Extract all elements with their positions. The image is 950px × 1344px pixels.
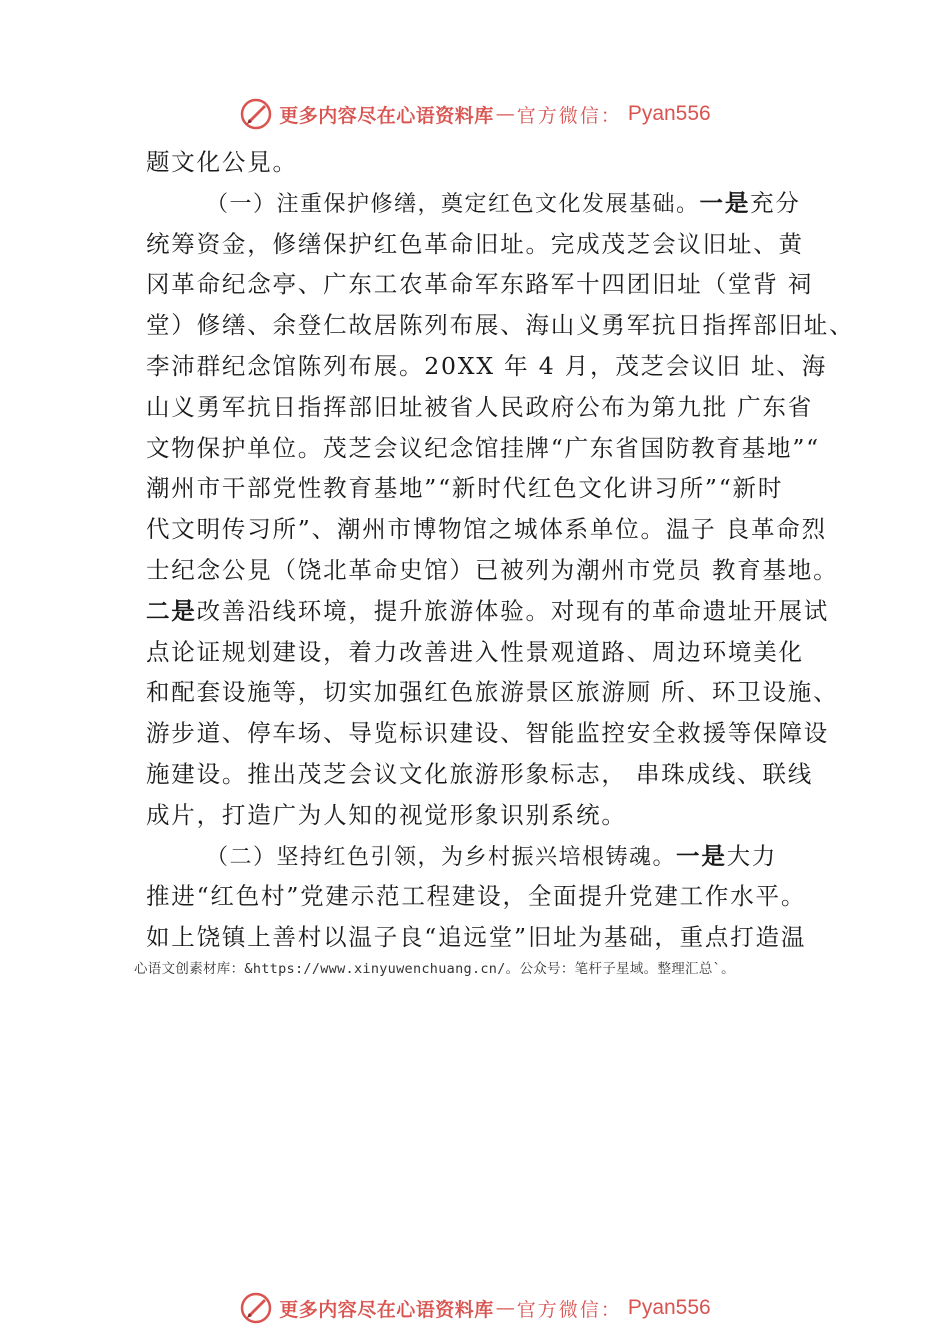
text-line: 推进“红色村”党建示范工程建设，全面提升党建工作水平。 xyxy=(146,882,807,911)
banner-separator: — xyxy=(495,103,515,125)
text-line: 冈革命纪念亭、广东工农革命军东路军十四团旧址（堂背 祠 xyxy=(146,270,814,299)
banner-wechat-id: Pyan556 xyxy=(627,102,711,125)
text-line: 山义勇军抗日指挥部旧址被省人民政府公布为第九批 广东省 xyxy=(146,392,814,421)
banner-wechat-id: Pyan556 xyxy=(627,1296,711,1319)
banner-wechat-label: 官方微信： xyxy=(516,1298,622,1321)
text-line: 施建设。推出茂芝会议文化旅游形象标志， 串珠成线、联线 xyxy=(146,759,814,788)
text-line: 成片，打造广为人知的视觉形象识别系统。 xyxy=(146,800,627,829)
text-line: 和配套设施等，切实加强红色旅游景区旅游厕 所、环卫设施、 xyxy=(146,678,839,707)
section-heading-2: （二）坚持红色引领，为乡村振兴培根铸魂。一是大力 xyxy=(206,841,778,870)
text-line: 李沛群纪念馆陈列布展。20XX 年 4 月，茂芝会议旧 址、海 xyxy=(146,351,827,380)
text-line: 点论证规划建设，着力改善进入性景观道路、周边环境美化 xyxy=(146,637,804,666)
brand-logo-icon xyxy=(239,97,273,131)
text-line: 二是改善沿线环境，提升旅游体验。对现有的革命遗址开展试 xyxy=(146,596,830,625)
text-line: 代文明传习所”、潮州市博物馆之城体系单位。温子 良革命烈 xyxy=(146,515,827,544)
banner-separator: — xyxy=(495,1297,515,1319)
footer-source-note: 心语文创素材库：&https://www.xinyuwenchuang.cn/。公众号：笔杆子星域。整理汇总`。 xyxy=(134,961,735,977)
banner-wechat-label: 官方微信： xyxy=(516,104,622,127)
brand-logo-icon xyxy=(239,1291,273,1325)
text-line: 潮州市干部党性教育基地”“新时代红色文化讲习所”“新时 xyxy=(146,474,784,503)
text-line: 游步道、停车场、导览标识建设、智能监控安全救援等保障设 xyxy=(146,719,830,748)
header-banner xyxy=(0,92,950,136)
text-line: 文物保护单位。茂芝会议纪念馆挂牌“广东省国防教育基地”“ xyxy=(146,433,820,462)
banner-title: 更多内容尽在心语资料库 xyxy=(279,1298,494,1321)
text-line: 如上饶镇上善村以温子良“追远堂”旧址为基础，重点打造温 xyxy=(146,923,807,952)
text-line: 士纪念公⾒（饶北革命史馆）已被列为潮州市党员 教育基地。 xyxy=(146,555,839,584)
banner-title: 更多内容尽在心语资料库 xyxy=(279,104,494,127)
document-body xyxy=(146,142,855,958)
footer-banner xyxy=(0,1286,950,1330)
section-heading-1: （一）注重保护修缮，奠定红色文化发展基础。一是充分 xyxy=(206,188,801,217)
text-line: 堂）修缮、余登仁故居陈列布展、海山义勇军抗日指挥部旧址、 xyxy=(146,311,855,340)
text-line: 统筹资金，修缮保护红色革命旧址。完成茂芝会议旧址、黄 xyxy=(146,229,804,258)
text-line: 题文化公⾒。 xyxy=(146,148,298,176)
